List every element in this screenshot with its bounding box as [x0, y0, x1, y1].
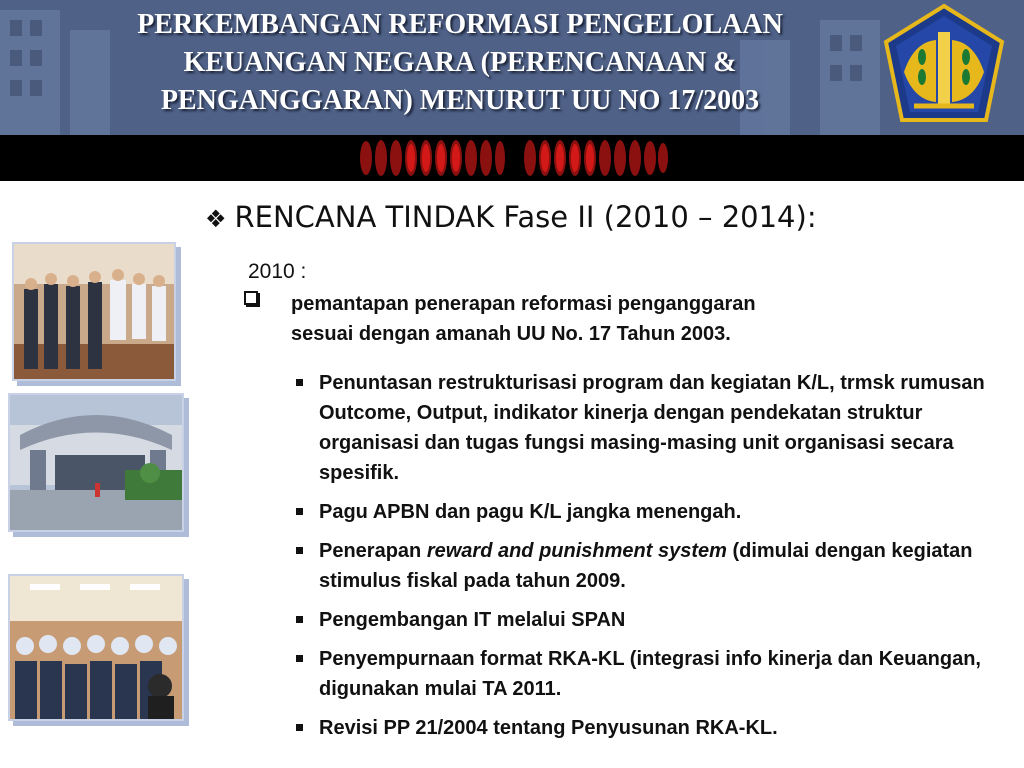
list-item-text-after: (dimulai dengan kegiatan stimulus fiskal pada tahun 2009.	[319, 540, 973, 592]
list-item-text: Penuntasan restrukturisasi program dan kegiatan K/L, trmsk rumusan Outcome, Output, indikator kinerja dengan pendekatan struktur organisasi dan tugas fungsi masing-masing unit organisasi secara spesifik.	[319, 372, 985, 484]
list-item-text-before: Penerapan	[319, 540, 427, 562]
square-dot-icon	[296, 655, 303, 662]
diamond-bullet-icon: ❖	[205, 205, 227, 233]
photo-building-entrance	[8, 393, 184, 532]
photo-building-entrance-image	[10, 395, 182, 530]
square-bullet-icon	[244, 291, 258, 305]
list-item	[296, 605, 996, 635]
square-dot-icon	[296, 616, 303, 623]
section-heading	[205, 200, 817, 234]
title-line-1: PERKEMBANGAN REFORMASI PENGELOLAAN	[137, 9, 783, 40]
page-title	[20, 6, 900, 120]
title-line-3: PENGANGGARAN) MENURUT UU NO 17/2003	[160, 85, 760, 116]
list-item-text: Pagu APBN dan pagu K/L jangka menengah.	[319, 501, 742, 523]
photo-people-queue-image	[14, 244, 174, 379]
band-pattern	[0, 135, 1024, 181]
square-dot-icon	[296, 379, 303, 386]
photo-meeting-audience-image	[10, 576, 182, 719]
lead-text	[291, 289, 911, 349]
list-item-text: Revisi PP 21/2004 tentang Penyusunan RKA-KL.	[319, 717, 778, 739]
section-heading-text: RENCANA TINDAK Fase II (2010 – 2014):	[234, 200, 817, 234]
photo-meeting-audience	[8, 574, 184, 721]
list-item	[296, 713, 996, 743]
list-item	[296, 368, 996, 488]
photo-people-queue	[12, 242, 176, 381]
year-label: 2010 :	[248, 260, 307, 283]
square-dot-icon	[296, 724, 303, 731]
list-item-emphasis: reward and punishment system	[426, 540, 727, 562]
ministry-of-finance-emblem-icon	[874, 2, 1014, 127]
lead-line-2: sesuai dengan amanah UU No. 17 Tahun 2003.	[291, 323, 731, 345]
list-item	[296, 644, 996, 704]
decorative-band	[0, 135, 1024, 181]
list-item	[296, 497, 996, 527]
square-dot-icon	[296, 547, 303, 554]
action-item-list	[296, 368, 996, 752]
title-line-2: KEUANGAN NEGARA (PERENCANAAN &	[183, 47, 737, 78]
list-item	[296, 536, 996, 596]
header-banner	[0, 0, 1024, 135]
square-dot-icon	[296, 508, 303, 515]
lead-line-1: pemantapan penerapan reformasi penganggaran	[291, 293, 756, 315]
list-item-text: Penyempurnaan format RKA-KL (integrasi info kinerja dan Keuangan, digunakan mulai TA 2011.	[319, 648, 981, 700]
list-item-text: Pengembangan IT melalui SPAN	[319, 609, 626, 631]
